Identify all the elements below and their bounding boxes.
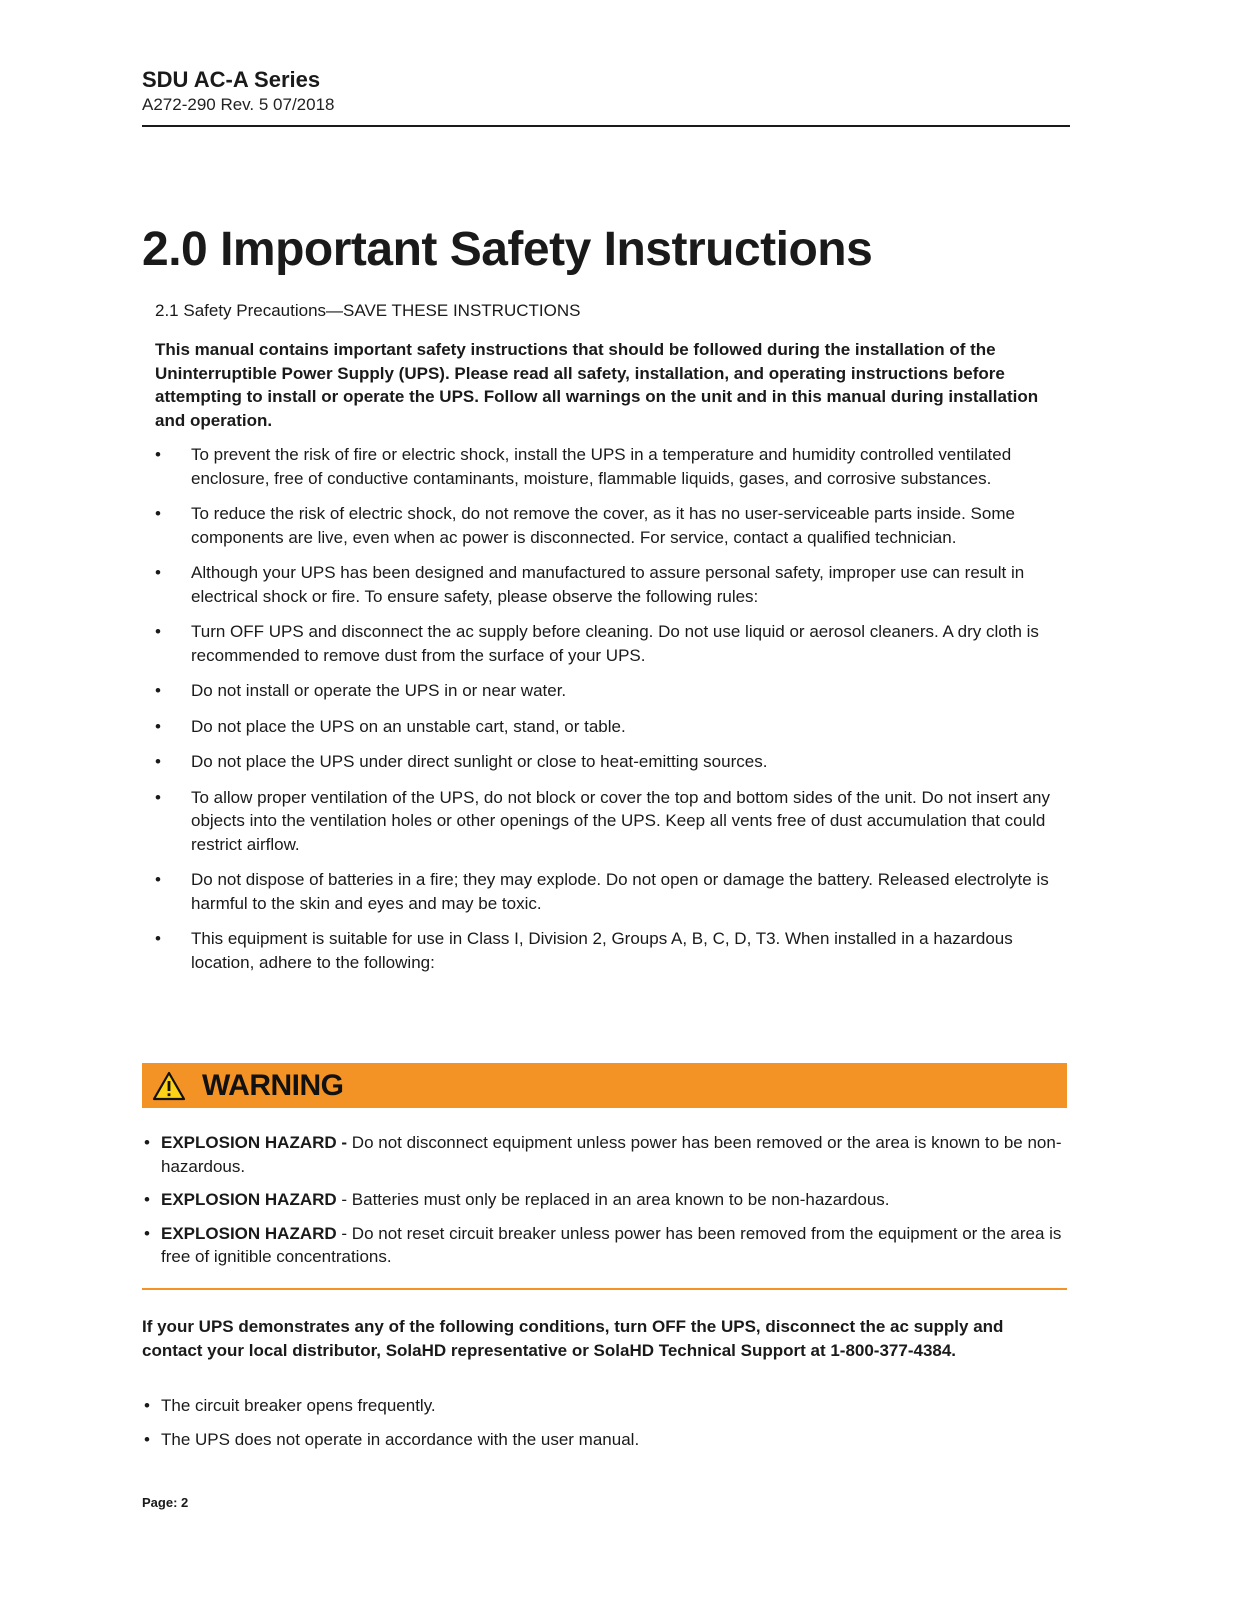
- list-item: • This equipment is suitable for use in Class I, Division 2, Groups A, B, C, D, T3. When installed in a hazardous location, adhere to the following:: [155, 927, 1070, 974]
- series-title: SDU AC-A Series: [142, 67, 321, 92]
- list-item: • To prevent the risk of fire or electric shock, install the UPS in a temperature and humidity controlled ventilated enclosure, free of conductive contaminants, moisture, flammable liquids, gases, and corrosive substances.: [155, 443, 1070, 490]
- hazard-text: - Do not reset circuit breaker unless power has been removed from the equipment or the area is free of ignitible concentrations.: [161, 1223, 1062, 1266]
- warning-label: WARNING: [202, 1069, 344, 1102]
- hazard-title: EXPLOSION HAZARD: [161, 1190, 337, 1209]
- hazard-title: EXPLOSION HAZARD -: [161, 1133, 348, 1152]
- revision-text: A272-290 Rev. 5 07/2018: [142, 95, 335, 114]
- list-item: [142, 1222, 1067, 1269]
- conditions-list: [142, 1394, 1067, 1461]
- page-number: Page: 2: [142, 1495, 189, 1510]
- list-item: • To reduce the risk of electric shock, do not remove the cover, as it has no user-serviceable parts inside. Some components are live, even when ac power is disconnected. For service, contact a qualified technician.: [155, 502, 1070, 549]
- document-header: [142, 66, 1070, 116]
- list-item: [142, 1131, 1067, 1178]
- hazard-title: EXPLOSION HAZARD: [161, 1223, 337, 1243]
- list-item: • The UPS does not operate in accordance with the user manual.: [142, 1428, 1067, 1452]
- hazard-text: Do not disconnect equipment unless power has been removed or the area is known to be non-hazardous.: [161, 1133, 1062, 1176]
- list-item: • Do not place the UPS on an unstable cart, stand, or table.: [155, 715, 1070, 739]
- list-item: • Although your UPS has been designed and manufactured to assure personal safety, improper use can result in electrical shock or fire. To ensure safety, please observe the following rules:: [155, 561, 1070, 608]
- warning-banner: [142, 1063, 1067, 1108]
- list-item: • The circuit breaker opens frequently.: [142, 1394, 1067, 1418]
- list-item: • Do not install or operate the UPS in or near water.: [155, 679, 1070, 703]
- header-divider: [142, 125, 1070, 127]
- list-item: • Do not dispose of batteries in a fire; they may explode. Do not open or damage the battery. Released electrolyte is harmful to the skin and eyes and may be toxic.: [155, 868, 1070, 915]
- page-title: 2.0 Important Safety Instructions: [142, 223, 873, 276]
- list-item: • Turn OFF UPS and disconnect the ac supply before cleaning. Do not use liquid or aerosol cleaners. A dry cloth is recommended to remove dust from the surface of your UPS.: [155, 620, 1070, 667]
- intro-paragraph: This manual contains important safety instructions that should be followed during the installation of the Uninterruptible Power Supply (UPS). Please read all safety, installation, and operating instructions before attempting to install or operate the UPS. Follow all warnings on the unit and in this manual during installation and operation.: [155, 340, 1039, 430]
- hazard-text: - Batteries must only be replaced in an area known to be non-hazardous.: [336, 1190, 890, 1209]
- list-item: • Do not place the UPS under direct sunlight or close to heat-emitting sources.: [155, 750, 1070, 774]
- warning-triangle-icon: [152, 1071, 186, 1101]
- list-item: • To allow proper ventilation of the UPS, do not block or cover the top and bottom sides of the unit. Do not insert any objects into the ventilation holes or other openings of the UPS. Keep all vents free of dust accumulation that could restrict airflow.: [155, 786, 1070, 857]
- warning-divider: [142, 1288, 1067, 1290]
- safety-list: [155, 443, 1070, 986]
- hazard-list: [142, 1131, 1067, 1279]
- list-item: [142, 1188, 1067, 1212]
- conditions-paragraph: If your UPS demonstrates any of the following conditions, turn OFF the UPS, disconnect the ac supply and contact your local distributor, SolaHD representative or SolaHD Technical Support at 1-800-377-4384.: [142, 1317, 1004, 1360]
- section-subheading: 2.1 Safety Precautions—SAVE THESE INSTRUCTIONS: [155, 301, 581, 320]
